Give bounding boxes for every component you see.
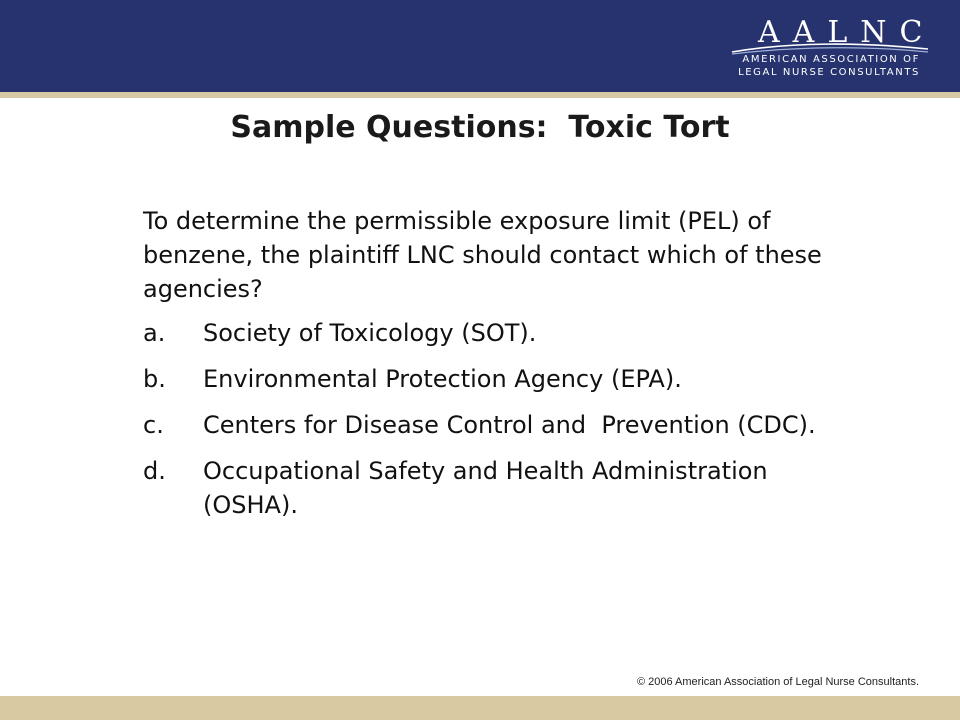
footer-band: [0, 696, 960, 720]
option-text: Occupational Safety and Health Administration (OSHA).: [203, 457, 776, 519]
answer-option-c: [143, 408, 863, 442]
option-letter: a.: [143, 319, 166, 347]
logo-wordmark: AALNC: [758, 15, 936, 50]
answer-options-list: [143, 316, 863, 534]
option-text: Centers for Disease Control and Prevention (CDC).: [203, 411, 816, 439]
aalnc-logo: [730, 10, 940, 84]
option-text: Environmental Protection Agency (EPA).: [203, 365, 682, 393]
header-accent-rule: [0, 92, 960, 98]
option-text: Society of Toxicology (SOT).: [203, 319, 537, 347]
slide-title: Sample Questions: Toxic Tort: [230, 110, 730, 145]
option-letter: c.: [143, 411, 164, 439]
copyright-notice: © 2006 American Association of Legal Nurse Consultants.: [636, 676, 919, 688]
answer-option-d: [143, 454, 863, 522]
option-letter: d.: [143, 457, 166, 485]
logo-line-association: AMERICAN ASSOCIATION OF: [742, 54, 920, 65]
option-letter: b.: [143, 365, 166, 393]
question-text: To determine the permissible exposure limit (PEL) of benzene, the plaintiff LNC should contact which of these agencies?: [143, 207, 822, 303]
logo-line-consultants: LEGAL NURSE CONSULTANTS: [738, 67, 920, 78]
answer-option-b: [143, 362, 863, 396]
answer-option-a: [143, 316, 863, 350]
